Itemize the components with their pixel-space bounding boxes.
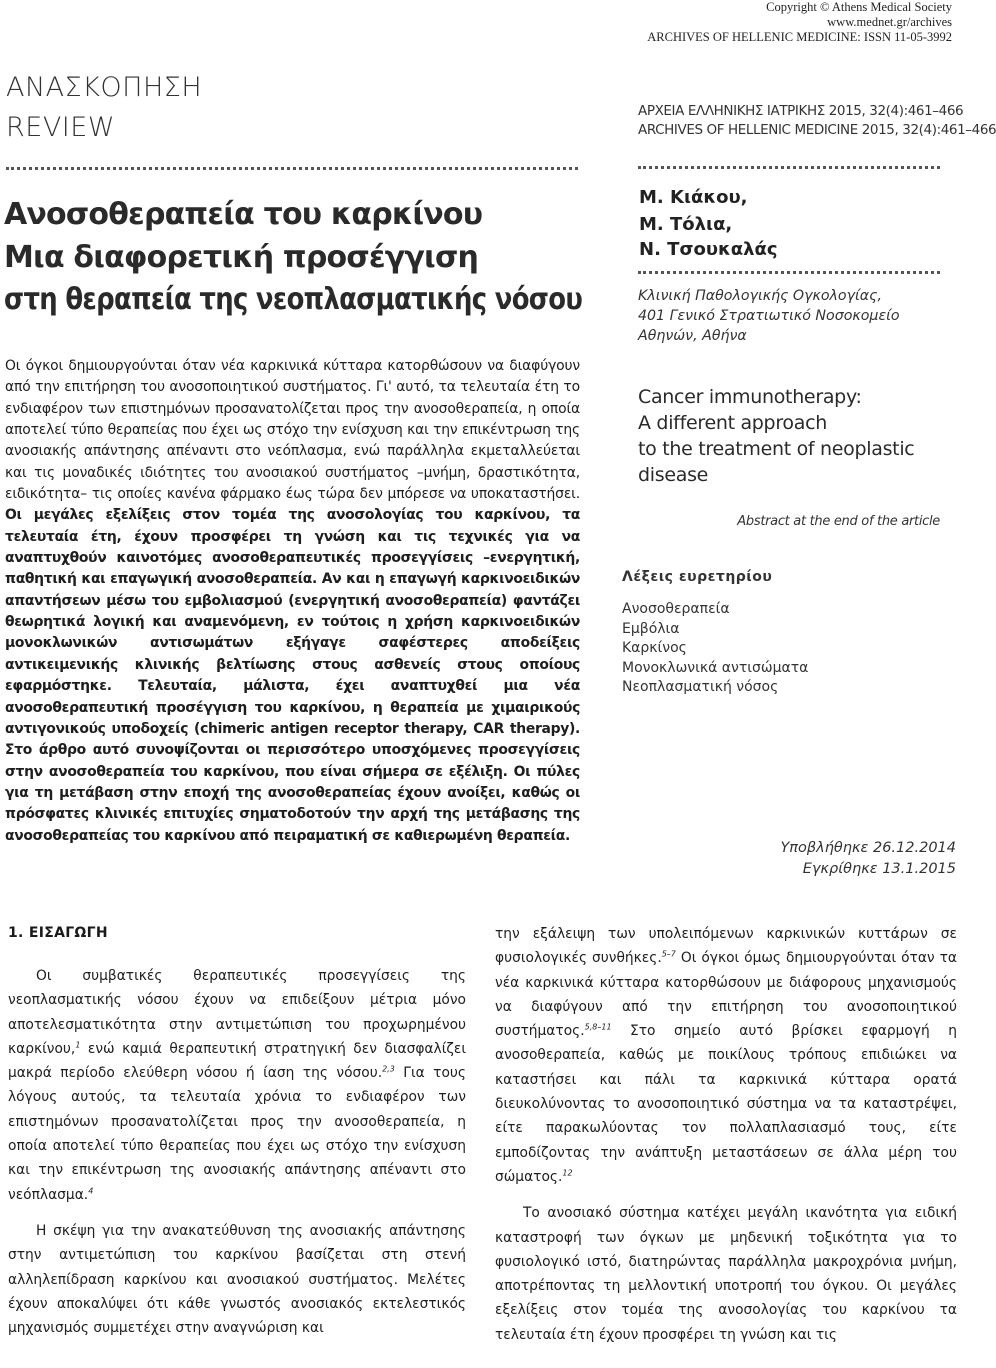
copyright-block bbox=[647, 0, 952, 45]
abstract-part1: Οι όγκοι δημιουργούνται όταν νέα καρκινικά κύτταρα κατορθώσουν να διαφύγουν από την επιτήρηση του ανοσοποιητικού συστήματος. Γι' αυτό, τα τελευταία έτη το ενδιαφέρον των επιστημόνων προσανατολίζεται προς την ανοσοθεραπεία, η οποία αποτελεί τύπο θεραπείας που έχει ως στόχο την ενίσχυση και την επικέντρωση της ανοσιακής απάντησης απέναντι στο νεόπλασμα, ενώ παράλληλα εκμεταλλεύεται και τις μοναδικές ιδιότητες του ανοσιακού συστήματος –μνήμη, δραστικότητα, ειδικότητα– τις οποίες κανένα φάρμακο έως τώρα δεν μπόρεσε να υποκαταστήσει. bbox=[5, 358, 580, 503]
reference-marker: 4 bbox=[88, 1186, 94, 1196]
reference-marker: 12 bbox=[562, 1168, 573, 1178]
keyword-item: Νεοπλασματική νόσος bbox=[622, 679, 779, 696]
intro-r1-text-a: την εξάλειψη των υπολειπόμενων καρκινικών κυττάρων σε φυσιολογικές συνθήκες. bbox=[495, 926, 957, 967]
keywords-heading: Λέξεις ευρετηρίου bbox=[622, 569, 773, 585]
article-title-line3: στη θεραπεία της νεοπλασματικής νόσου bbox=[4, 282, 583, 317]
affiliation-line2: 401 Γενικό Στρατιωτικό Νοσοκομείο bbox=[638, 308, 900, 324]
keyword-item: Μονοκλωνικά αντισώματα bbox=[622, 659, 809, 676]
journal-citation bbox=[638, 102, 996, 140]
reference-marker: 5–7 bbox=[661, 949, 676, 959]
reference-marker: 2,3 bbox=[382, 1064, 395, 1074]
section-label-english: REVIEW bbox=[6, 112, 116, 143]
affiliation-line3: Αθηνών, Αθήνα bbox=[638, 328, 747, 344]
intro-p1-text-c: Για τους λόγους αυτούς, τα τελευταία χρόνια το ενδιαφέρον των επιστημόνων προσανατολίζεται προς την ανοσοθεραπεία, η οποία αποτελεί τύπο θεραπείας που έχει ως στόχο την ενίσχυση και την επικέντρωση της ανοσιακής απάντησης απέναντι στο νεόπλασμα. bbox=[8, 1065, 466, 1203]
affiliation-line1: Κλινική Παθολογικής Ογκολογίας, bbox=[638, 288, 883, 304]
body-column-right bbox=[495, 922, 957, 1347]
journal-divider bbox=[638, 166, 940, 169]
accepted-date: Εγκρίθηκε 13.1.2015 bbox=[802, 861, 956, 877]
intro-paragraph-2: Η σκέψη για την ανακατεύθυνση της ανοσιακής απάντησης στην αντιμετώπιση του καρκίνου βασίζεται στη στενή αλληλεπίδραση καρκίνου και ανοσιακού συστήματος. Μελέτες έχουν αποκαλύψει ότι κάθε γνωστός ανοσιακός εκτελεστικός μηχανισμός συμμετέχει στην αναγνώριση και bbox=[8, 1222, 466, 1337]
keyword-item: Καρκίνος bbox=[622, 640, 687, 657]
intro-p1-text-b: ενώ καμιά θεραπευτική στρατηγική δεν διασφαλίζει μακρά περίοδο ελεύθερη νόσου ή ίαση της νόσου. bbox=[8, 1040, 466, 1082]
intro-paragraph-2-cont bbox=[495, 922, 957, 1189]
abstract-note: Abstract at the end of the article bbox=[737, 514, 940, 529]
intro-paragraph-3: Το ανοσιακό σύστημα κατέχει μεγάλη ικανότητα για ειδική καταστροφή των όγκων με μηδενική τοξικότητα για το φυσιολογικό ιστό, διατηρώντας παράλληλα μακροχρόνια μνήμη, αποτρέποντας τη μελλοντική υποτροπή του όγκου. Οι μεγάλες εξελίξεις στον τομέα της ανοσολογίας του καρκίνου τα τελευταία έτη έχουν προσφέρει τη γνώση και τις bbox=[495, 1205, 957, 1343]
journal-citation-english: ARCHIVES OF HELLENIC MEDICINE 2015, 32(4):461–466 bbox=[638, 122, 996, 138]
english-title bbox=[638, 384, 914, 488]
intro-r1-text-b: Οι όγκοι όμως δημιουργούνται όταν τα νέα καρκινικά κύτταρα κατορθώσουν με διάφορους μηχανισμούς να διαφύγουν από την επιτήρηση του ανοσοποιητικού συστήματος. bbox=[495, 950, 957, 1040]
submission-dates bbox=[780, 838, 956, 880]
author-1: Μ. Κιάκου, bbox=[639, 187, 748, 208]
paragraph-gap bbox=[495, 1189, 957, 1201]
keyword-item: Εμβόλια bbox=[622, 620, 680, 637]
journal-url: www.mednet.gr/archives bbox=[827, 15, 952, 29]
copyright-text: Copyright © Athens Medical Society bbox=[766, 0, 952, 14]
intro-heading: 1. ΕΙΣΑΓΩΓΗ bbox=[8, 925, 108, 941]
reference-marker: 5,8–11 bbox=[584, 1022, 612, 1032]
paragraph-gap bbox=[8, 1207, 466, 1219]
section-label-greek: ΑΝΑΣΚΟΠΗΣΗ bbox=[6, 72, 203, 103]
submitted-date: Υποβλήθηκε 26.12.2014 bbox=[780, 840, 956, 856]
intro-p1-text-a: Οι συμβατικές θεραπευτικές προσεγγίσεις της νεοπλασματικής νόσου έχουν να επιδείξουν μέτρια μόνο αποτελεσματικότητα στην αντιμετώπιση του προχωρημένου καρκίνου, bbox=[8, 968, 466, 1057]
abstract-part2: Οι μεγάλες εξελίξεις στον τομέα της ανοσολογίας του καρκίνου, τα τελευταία έτη, έχουν προσφέρει τη γνώση και τις τεχνικές για να αναπτυχθούν καινοτόμες ανοσοθεραπευτικές προσεγγίσεις –ενεργητική, παθητική και επαγωγική ανοσοθεραπεία. Αν και η επαγωγή καρκινοειδικών απαντήσεων μέσω του εμβολιασμού (ενεργητική ανοσοθεραπεία) φαντάζει θεωρητικά λογική και αναμενόμενη, εν τούτοις η χρήση καρκινοειδικών μονοκλωνικών αντισωμάτων εξήγαγε σαφέστερες αποδείξεις αντικειμενικής κλινικής βελτίωσης στους ασθενείς στους οποίους εφαρμόστηκε. Τελευταία, μάλιστα, έχει αναπτυχθεί μια νέα ανοσοθεραπευτική προσέγγιση του καρκίνου, η θεραπεία με χιμαιρικούς αντιγονικούς υποδοχείς (chimeric antigen receptor therapy, CAR therapy). Στο άρθρο αυτό συνοψίζονται οι περισσότερο υποσχόμενες προσεγγίσεις στην ανοσοθεραπεία του καρκίνου, που είναι σήμερα σε εξέλιξη. Οι πύλες για τη μετάβαση στην εποχή της ανοσοθεραπείας έχουν ανοίξει, καθώς οι πρόσφατες κλινικές επιτυχίες σηματοδοτούν την αρχή της μετάβασης της ανοσοθεραπείας του καρκίνου από πειραματική σε καθιερωμένη θεραπεία. bbox=[5, 507, 580, 844]
affiliation bbox=[638, 286, 900, 346]
keyword-item: Ανοσοθεραπεία bbox=[622, 601, 730, 617]
english-title-line1: Cancer immunotherapy: bbox=[638, 386, 862, 408]
body-column-left bbox=[8, 964, 466, 1340]
reference-marker: 1 bbox=[75, 1040, 81, 1050]
author-divider bbox=[638, 271, 940, 274]
english-title-line2: A different approach bbox=[638, 412, 827, 434]
english-title-line4: disease bbox=[638, 464, 709, 486]
english-title-line3: to the treatment of neoplastic bbox=[638, 438, 915, 460]
author-3: Ν. Τσουκαλάς bbox=[639, 239, 778, 260]
journal-citation-greek: ΑΡΧΕΙΑ ΕΛΛΗΝΙΚΗΣ ΙΑΤΡΙΚΗΣ 2015, 32(4):461–466 bbox=[638, 103, 964, 119]
author-2: Μ. Τόλια, bbox=[639, 214, 733, 235]
keywords-list bbox=[622, 600, 808, 698]
intro-paragraph-1 bbox=[8, 964, 466, 1207]
section-divider bbox=[6, 167, 578, 170]
article-title-line1: Ανοσοθεραπεία του καρκίνου bbox=[4, 197, 483, 232]
article-title-line2: Μια διαφορετική προσέγγιση bbox=[4, 240, 479, 275]
intro-r1-text-c: Στο σημείο αυτό βρίσκει εφαρμογή η ανοσοθεραπεία, καθώς με ποικίλους τρόπους επιδιώκει να καταστήσει και πάλι τα καρκινικά κύτταρα ορατά διευκολύνοντας το ανοσοποιητικό σύστημα να τα καταστρέψει, είτε παρακωλύοντας τον πολλαπλασιασμό τους, είτε εμποδίζοντας την ανάπτυξη μεταστάσεων σε άλλα μέρη του σώματος. bbox=[495, 1023, 957, 1185]
journal-issn: ARCHIVES OF HELLENIC MEDICINE: ISSN 11-05-3992 bbox=[647, 30, 952, 44]
greek-abstract bbox=[5, 356, 580, 847]
